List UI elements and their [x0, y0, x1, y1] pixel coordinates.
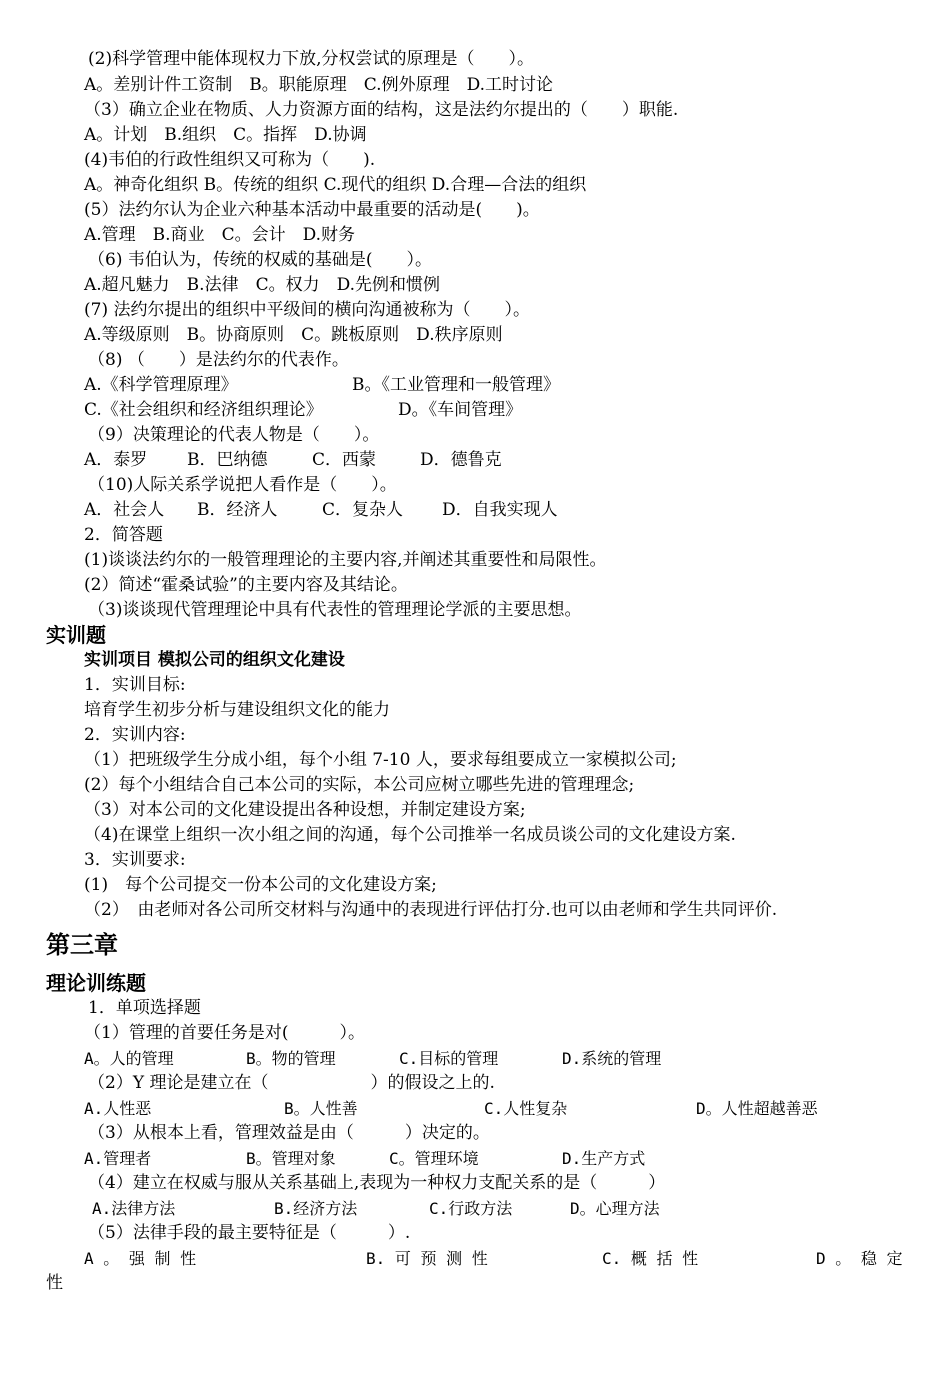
question-8: （8) （ ）是法约尔的代表作。	[88, 350, 349, 370]
short-answer-3: （3)谈谈现代管理理论中具有代表性的管理理论学派的主要思想。	[88, 600, 582, 620]
practice-content-4: （4)在课堂上组织一次小组之间的沟通，每个公司推举一名成员谈公司的文化建设方案.	[84, 825, 736, 845]
practice-project-title: 实训项目 模拟公司的组织文化建设	[84, 650, 345, 670]
ch3-question-4: （4）建立在权威与服从关系基础上,表现为一种权力支配关系的是（ ）	[88, 1173, 666, 1193]
option-a: A.《科学管理原理》	[84, 375, 238, 395]
ch3-question-2: （2）Y 理论是建立在（ ）的假设之上的.	[88, 1073, 495, 1093]
question-10: （10)人际关系学说把人看作是（ ）。	[88, 475, 397, 495]
question-10-options	[84, 498, 864, 523]
section-title: 理论训练题	[46, 971, 146, 995]
option-b: B。管理对象	[246, 1149, 336, 1168]
option-c: C．西蒙	[312, 450, 377, 470]
option-d: D。心理方法	[570, 1199, 660, 1218]
question-3: （3）确立企业在物质、人力资源方面的结构，这是法约尔提出的（ ）职能.	[84, 100, 679, 120]
practice-heading: 实训题	[46, 623, 106, 647]
option-a: A．社会人	[84, 500, 165, 520]
practice-content-1: （1）把班级学生分成小组，每个小组 7-10 人，要求每组要成立一家模拟公司;	[84, 750, 677, 770]
question-5-options: A.管理 B.商业 C。会计 D.财务	[84, 225, 356, 245]
question-4-options: A。神奇化组织 B。传统的组织 C.现代的组织 D.合理—合法的组织	[84, 175, 587, 195]
question-9: （9）决策理论的代表人物是（ ）。	[88, 425, 380, 445]
question-9-options	[84, 448, 864, 473]
option-d: D.生产方式	[562, 1149, 646, 1168]
practice-goal-label: 1．实训目标:	[84, 675, 186, 695]
practice-requirement-label: 3．实训要求:	[84, 850, 186, 870]
practice-content-label: 2．实训内容:	[84, 725, 186, 745]
ch3-question-4-options	[92, 1196, 892, 1221]
practice-requirement-1: (1) 每个公司提交一份本公司的文化建设方案;	[84, 875, 437, 895]
option-b: B. 可 预 测 性	[366, 1249, 488, 1268]
practice-goal: 培育学生初步分析与建设组织文化的能力	[84, 700, 390, 720]
question-7: (7) 法约尔提出的组织中平级间的横向沟通被称为（ ）。	[84, 300, 530, 320]
ch3-question-2-options	[84, 1096, 884, 1121]
ch3-question-1: （1）管理的首要任务是对( ）。	[84, 1023, 365, 1043]
question-3-options: A。计划 B.组织 C。指挥 D.协调	[84, 125, 367, 145]
option-a: A.人性恶	[84, 1099, 152, 1118]
ch3-question-5: （5）法律手段的最主要特征是（ ）.	[88, 1223, 411, 1243]
option-c: C.人性复杂	[484, 1099, 568, 1118]
option-a: A．泰罗	[84, 450, 148, 470]
practice-content-3: （3）对本公司的文化建设提出各种设想，并制定建设方案;	[84, 800, 526, 820]
ch3-question-3-options	[84, 1146, 884, 1171]
mc-heading: 1．单项选择题	[88, 998, 201, 1018]
question-8-options-row2	[84, 398, 864, 423]
option-a: A.管理者	[84, 1149, 152, 1168]
option-a: A 。 强 制 性	[84, 1249, 197, 1268]
question-5: (5）法约尔认为企业六种基本活动中最重要的活动是( )。	[84, 200, 540, 220]
question-6-options: A.超凡魅力 B.法律 C。权力 D.先例和惯例	[84, 275, 441, 295]
question-2: (2)科学管理中能体现权力下放,分权尝试的原理是（ ）。	[88, 49, 534, 69]
question-4: (4)韦伯的行政性组织又可称为（ ).	[84, 150, 376, 170]
option-c: C。管理环境	[389, 1149, 479, 1168]
option-b: B。物的管理	[246, 1049, 336, 1068]
option-d: D．自我实现人	[442, 500, 558, 520]
option-c: C.行政方法	[429, 1199, 513, 1218]
practice-content-2: (2）每个小组结合自己本公司的实际，本公司应树立哪些先进的管理理念;	[84, 775, 635, 795]
option-b: B。《工业管理和一般管理》	[352, 375, 560, 395]
option-d: D。《车间管理》	[398, 400, 523, 420]
ch3-question-5-options	[84, 1246, 908, 1271]
practice-requirement-2: （2） 由老师对各公司所交材料与沟通中的表现进行评估打分.也可以由老师和学生共同评价.	[84, 900, 778, 920]
option-d: D.系统的管理	[562, 1049, 662, 1068]
option-c: C.目标的管理	[399, 1049, 499, 1068]
ch3-question-3: （3）从根本上看，管理效益是由（ ）决定的。	[88, 1123, 490, 1143]
option-b: B．巴纳德	[187, 450, 268, 470]
ch3-question-1-options	[84, 1046, 884, 1071]
short-answer-2: (2）简述“霍桑试验”的主要内容及其结论。	[84, 575, 408, 595]
option-a: A。人的管理	[84, 1049, 174, 1068]
short-answer-1: (1)谈谈法约尔的一般管理理论的主要内容,并阐述其重要性和局限性。	[84, 550, 607, 570]
option-c: C．复杂人	[322, 500, 404, 520]
question-6: （6) 韦伯认为，传统的权威的基础是( ）。	[88, 250, 432, 270]
ch3-question-5-option-d-wrap: 性	[46, 1273, 63, 1293]
option-b: B。人性善	[284, 1099, 358, 1118]
option-b: B.经济方法	[274, 1199, 358, 1218]
option-c: C.《社会组织和经济组织理论》	[84, 400, 323, 420]
option-a: A.法律方法	[92, 1199, 176, 1218]
option-d: D。人性超越善恶	[696, 1099, 818, 1118]
option-d: D．德鲁克	[420, 450, 502, 470]
question-8-options-row1	[84, 373, 864, 398]
short-answer-heading: 2．简答题	[84, 525, 163, 545]
question-2-options: A。差别计件工资制 B。职能原理 C.例外原理 D.工时讨论	[84, 75, 554, 95]
option-d: D 。 稳 定	[816, 1249, 903, 1268]
chapter-title: 第三章	[46, 931, 118, 959]
option-c: C. 概 括 性	[602, 1249, 699, 1268]
option-b: B．经济人	[197, 500, 278, 520]
question-7-options: A.等级原则 B。协商原则 C。跳板原则 D.秩序原则	[84, 325, 503, 345]
